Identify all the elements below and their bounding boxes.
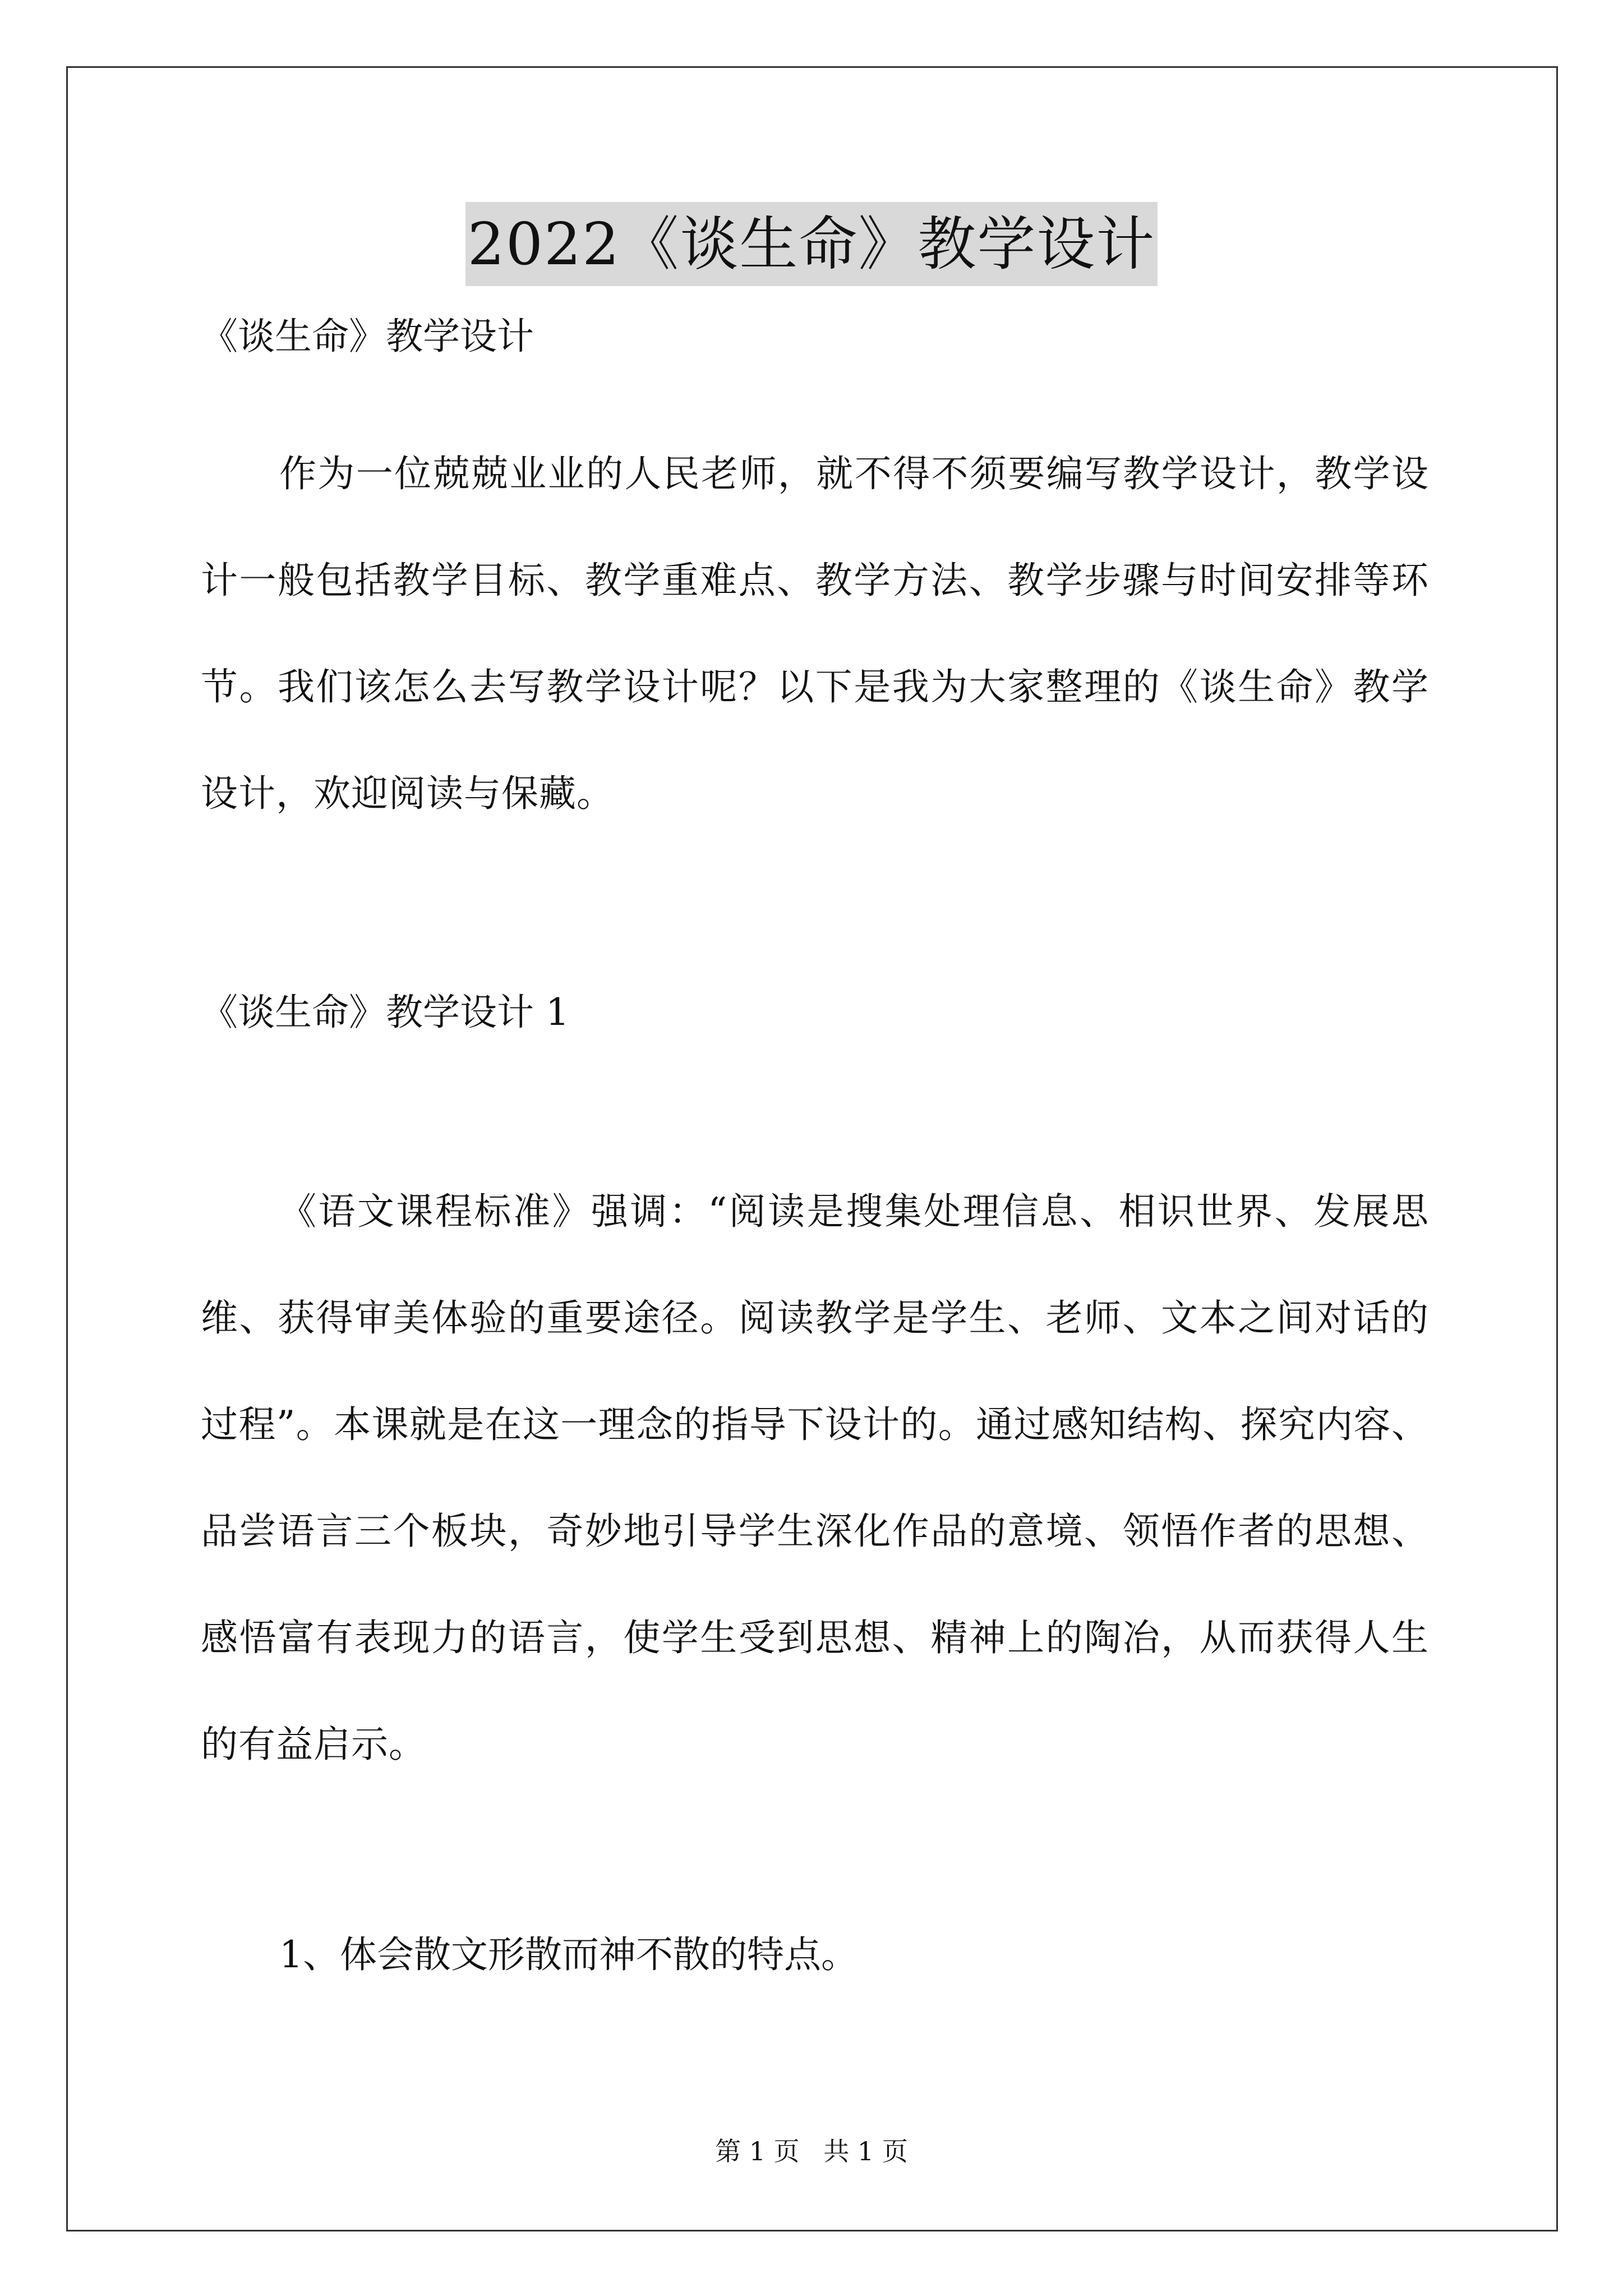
intro-paragraph: 作为一位兢兢业业的人民老师，就不得不须要编写教学设计，教学设计一般包括教学目标、教学重难点、教学方法、教学步骤与时间安排等环节。我们该怎么去写教学设计呢？以下是我为大家整理的《谈生命》教学设计，欢迎阅读与保藏。 [201,452,1429,815]
page-number-total: 共 1 页 [823,2136,908,2166]
page-number-current: 第 1 页 [715,2136,800,2166]
title-container [0,202,1623,286]
page-footer [0,2134,1623,2168]
document-title: 2022《谈生命》教学设计 [465,202,1158,286]
document-body [201,314,1429,1977]
list-item: 1、体会散文形散而神不散的特点。 [279,1933,858,1976]
intro-heading: 《谈生命》教学设计 [201,315,534,358]
section1-paragraph: 《语文课程标准》强调：“阅读是搜集处理信息、相识世界、发展思维、获得审美体验的重要途径。阅读教学是学生、老师、文本之间对话的过程”。本课就是在这一理念的指导下设计的。通过感知结构、探究内容、品尝语言三个板块，奇妙地引导学生深化作品的意境、领悟作者的思想、感悟富有表现力的语言，使学生受到思想、精神上的陶冶，从而获得人生的有益启示。 [201,1190,1429,1766]
section1-heading: 《谈生命》教学设计 1 [201,991,569,1034]
